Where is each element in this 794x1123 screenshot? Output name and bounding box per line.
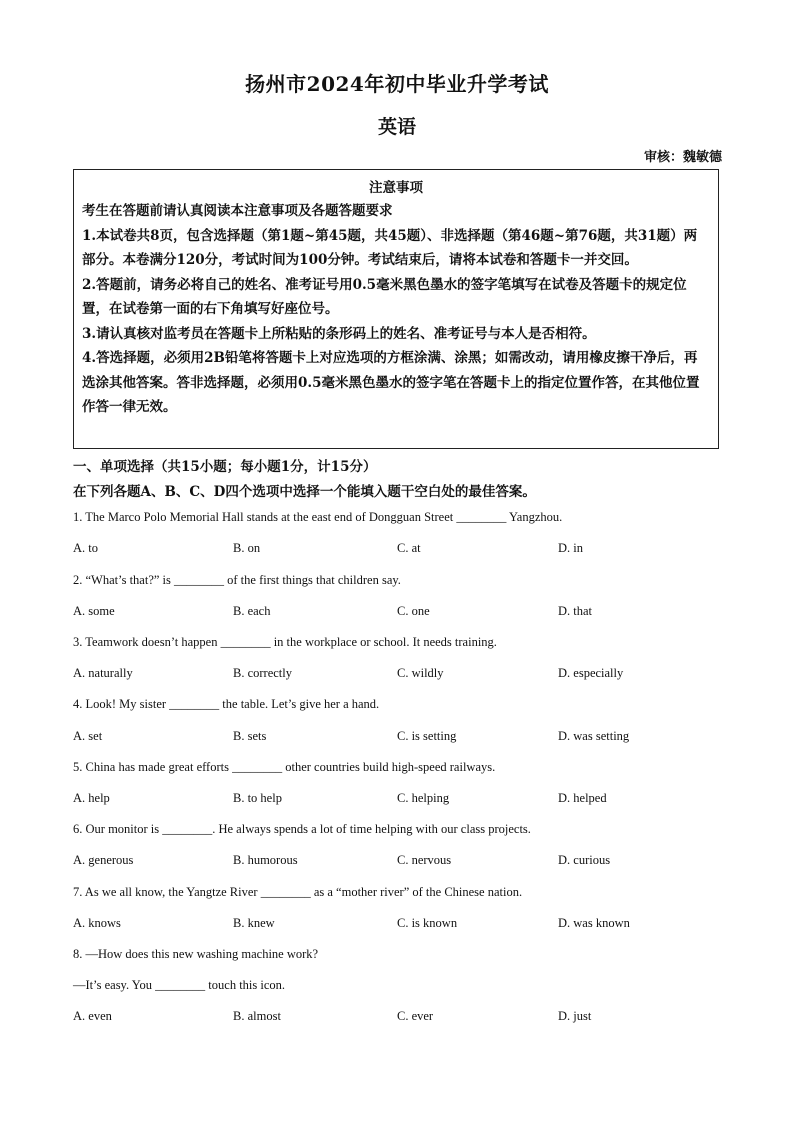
option-b[interactable]: B. almost xyxy=(233,1009,281,1023)
exam-title: 扬州市2024年初中毕业升学考试 xyxy=(245,72,549,96)
option-row xyxy=(73,729,713,747)
notice-box xyxy=(73,169,719,449)
option-c[interactable]: C. one xyxy=(397,604,430,618)
option-a[interactable]: A. some xyxy=(73,604,115,618)
option-c[interactable]: C. ever xyxy=(397,1009,434,1023)
option-c[interactable]: C. is known xyxy=(397,916,458,930)
option-c[interactable]: C. at xyxy=(397,541,421,555)
question-stem: 8. —How does this new washing machine work? xyxy=(73,947,319,961)
option-b[interactable]: B. correctly xyxy=(233,666,293,680)
question-stem: 5. China has made great efforts ________ other countries build high-speed railways. xyxy=(73,760,496,774)
option-b[interactable]: B. sets xyxy=(233,729,267,743)
option-a[interactable]: A. even xyxy=(73,1009,112,1023)
question-stem-reply: —It’s easy. You ________ touch this icon. xyxy=(73,978,286,992)
option-row xyxy=(73,916,713,934)
notice-heading: 注意事项 xyxy=(369,180,423,196)
option-d[interactable]: D. especially xyxy=(558,666,624,680)
option-c[interactable]: C. helping xyxy=(397,791,450,805)
option-c[interactable]: C. is setting xyxy=(397,729,457,743)
option-row xyxy=(73,604,713,622)
option-b[interactable]: B. each xyxy=(233,604,271,618)
option-a[interactable]: A. set xyxy=(73,729,103,743)
option-d[interactable]: D. that xyxy=(558,604,593,618)
option-row xyxy=(73,853,713,871)
option-b[interactable]: B. to help xyxy=(233,791,282,805)
notice-line: 3.请认真核对监考员在答题卡上所粘贴的条形码上的姓名、准考证号与本人是否相符。 xyxy=(82,325,596,342)
option-d[interactable]: D. in xyxy=(558,541,583,555)
subject-title: 英语 xyxy=(377,116,416,138)
question-stem: 2. “What’s that?” is ________ of the first things that children say. xyxy=(73,573,401,587)
option-d[interactable]: D. helped xyxy=(558,791,607,805)
option-d[interactable]: D. curious xyxy=(558,853,611,867)
question-stem: 3. Teamwork doesn’t happen ________ in the workplace or school. It needs training. xyxy=(73,635,497,649)
notice-line: 考生在答题前请认真阅读本注意事项及各题答题要求 xyxy=(82,203,393,219)
question-stem: 6. Our monitor is ________. He always spends a lot of time helping with our class projects. xyxy=(73,822,531,836)
option-d[interactable]: D. was setting xyxy=(558,729,630,743)
option-a[interactable]: A. generous xyxy=(73,853,134,867)
notice-line: 1.本试卷共8页，包含选择题（第1题~第45题，共45题）、非选择题（第46题~第76题，共31题）两部分。本卷满分120分，考试时间为100分钟。考试结束后，请将本试卷和答题卡一并交回。 xyxy=(82,227,698,268)
option-b[interactable]: B. humorous xyxy=(233,853,298,867)
option-d[interactable]: D. just xyxy=(558,1009,592,1023)
option-row xyxy=(73,1009,713,1027)
option-b[interactable]: B. knew xyxy=(233,916,275,930)
option-c[interactable]: C. wildly xyxy=(397,666,444,680)
option-a[interactable]: A. to xyxy=(73,541,98,555)
option-row xyxy=(73,791,713,809)
section-instruction: 在下列各题A、B、C、D四个选项中选择一个能填入题干空白处的最佳答案。 xyxy=(73,484,536,500)
notice-line: 4.答选择题，必须用2B铅笔将答题卡上对应选项的方框涂满、涂黑；如需改动，请用橡皮擦干净后，再选涂其他答案。答非选择题，必须用0.5毫米黑色墨水的签字笔在答题卡上的指定位置作答，在其他位置作答一律无效。 xyxy=(82,350,700,415)
option-d[interactable]: D. was known xyxy=(558,916,630,930)
option-row xyxy=(73,666,713,684)
question-stem: 4. Look! My sister ________ the table. Let’s give her a hand. xyxy=(73,697,380,711)
option-a[interactable]: A. help xyxy=(73,791,110,805)
question-stem: 7. As we all know, the Yangtze River ________ as a “mother river” of the Chinese nation. xyxy=(73,885,523,899)
section-title: 一、单项选择（共15小题；每小题1分，计15分） xyxy=(73,459,377,475)
option-row xyxy=(73,541,713,559)
option-a[interactable]: A. naturally xyxy=(73,666,133,680)
option-c[interactable]: C. nervous xyxy=(397,853,452,867)
question-stem: 1. The Marco Polo Memorial Hall stands at the east end of Dongguan Street ________ Yangzhou. xyxy=(73,510,563,524)
option-b[interactable]: B. on xyxy=(233,541,261,555)
notice-line: 2.答题前，请务必将自己的姓名、准考证号用0.5毫米黑色墨水的签字笔填写在试卷及答题卡的规定位置，在试卷第一面的右下角填写好座位号。 xyxy=(82,276,687,317)
reviewer-credit: 审核：魏敏德 xyxy=(643,150,722,165)
option-a[interactable]: A. knows xyxy=(73,916,121,930)
